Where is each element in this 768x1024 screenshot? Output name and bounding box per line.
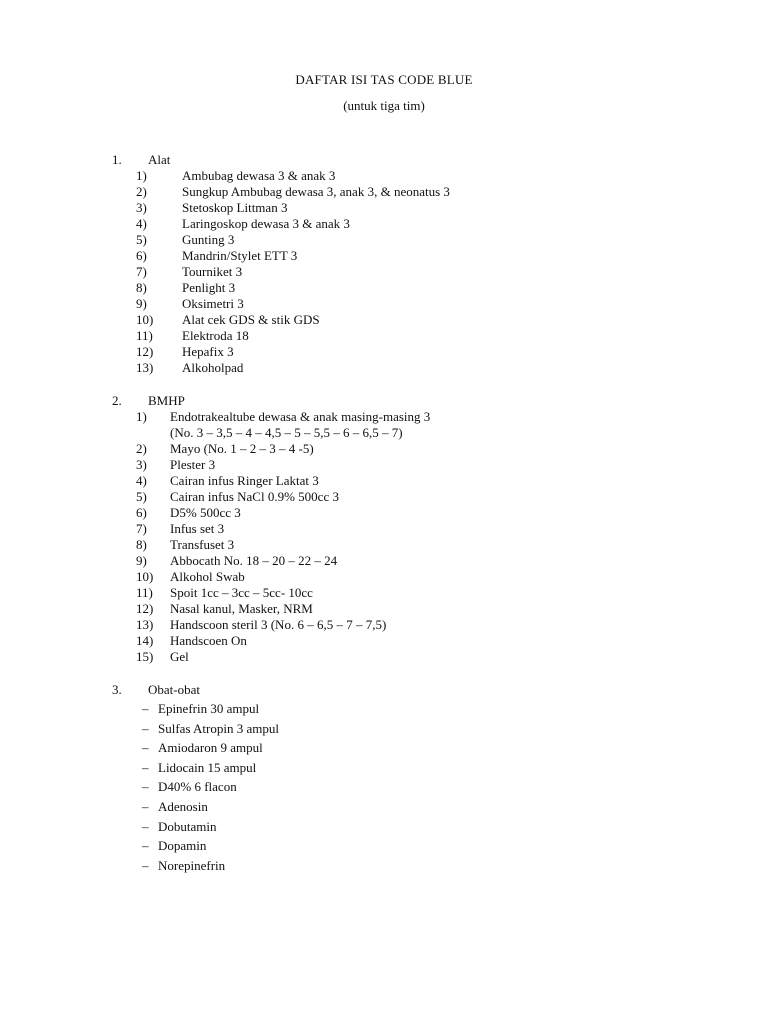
item-text: Sungkup Ambubag dewasa 3, anak 3, & neonatus 3 <box>182 184 450 199</box>
item-number: 3) <box>136 457 147 472</box>
list-item <box>112 856 672 876</box>
list-item <box>112 441 672 457</box>
item-text: Amiodaron 9 ampul <box>158 740 263 756</box>
item-number: 13) <box>136 360 154 375</box>
item-number: 6) <box>136 505 147 520</box>
list-item <box>112 184 672 200</box>
list-item <box>112 296 672 312</box>
item-text: Mandrin/Stylet ETT 3 <box>182 248 298 263</box>
list-item <box>112 758 672 778</box>
item-number: 14) <box>136 633 154 648</box>
item-number: 6) <box>136 248 147 263</box>
item-number: 10) <box>136 312 154 327</box>
bullet-dash: – <box>142 759 149 775</box>
item-text: Sulfas Atropin 3 ampul <box>158 720 279 736</box>
list-item <box>112 409 672 425</box>
item-text: Endotrakealtube dewasa & anak masing-masing 3 <box>170 409 431 424</box>
list-item <box>112 817 672 837</box>
item-text: Ambubag dewasa 3 & anak 3 <box>182 168 336 183</box>
list-item <box>112 248 672 264</box>
list-item <box>112 489 672 505</box>
list-item <box>112 328 672 344</box>
item-text: Stetoskop Littman 3 <box>182 200 288 215</box>
item-text: Cairan infus Ringer Laktat 3 <box>170 473 319 488</box>
item-text: Alkohol Swab <box>170 569 245 584</box>
document-title: DAFTAR ISI TAS CODE BLUE <box>295 72 473 87</box>
item-text: Alkoholpad <box>182 360 244 375</box>
item-subtext: (No. 3 – 3,5 – 4 – 4,5 – 5 – 5,5 – 6 – 6,5 – 7) <box>170 425 403 440</box>
item-text: D40% 6 flacon <box>158 779 237 795</box>
section-obat <box>112 682 672 875</box>
item-text: Transfuset 3 <box>170 537 235 552</box>
section-bmhp <box>112 393 672 665</box>
bullet-dash: – <box>142 857 149 873</box>
item-text: Mayo (No. 1 – 2 – 3 – 4 -5) <box>170 441 314 456</box>
section-title: Alat <box>148 152 171 167</box>
section-heading <box>112 682 672 698</box>
item-text: Spoit 1cc – 3cc – 5cc- 10cc <box>170 585 313 600</box>
item-number: 3) <box>136 200 147 215</box>
list-item <box>112 553 672 569</box>
item-text: Alat cek GDS & stik GDS <box>182 312 320 327</box>
item-number: 1) <box>136 168 147 183</box>
list-item <box>112 168 672 184</box>
list-item <box>112 777 672 797</box>
alat-list <box>112 168 672 376</box>
item-text: Penlight 3 <box>182 280 236 295</box>
item-text: Nasal kanul, Masker, NRM <box>170 601 313 616</box>
item-text: D5% 500cc 3 <box>170 505 241 520</box>
list-item <box>112 569 672 585</box>
section-alat <box>112 152 672 376</box>
section-title: BMHP <box>148 393 185 408</box>
bullet-dash: – <box>142 798 149 814</box>
item-number: 9) <box>136 296 147 311</box>
list-item <box>112 633 672 649</box>
list-item <box>112 505 672 521</box>
bullet-dash: – <box>142 701 149 716</box>
item-number: 7) <box>136 264 147 279</box>
item-text: Dopamin <box>158 838 207 854</box>
obat-list <box>112 699 672 875</box>
section-heading <box>112 152 672 168</box>
section-number: 1. <box>112 152 122 167</box>
list-item <box>112 312 672 328</box>
item-number: 12) <box>136 344 154 359</box>
list-item <box>112 601 672 617</box>
item-number: 2) <box>136 441 147 456</box>
item-text: Dobutamin <box>158 818 217 834</box>
bullet-dash: – <box>142 779 149 795</box>
list-item <box>112 738 672 758</box>
list-item <box>112 200 672 216</box>
bullet-dash: – <box>142 818 149 834</box>
item-text: Elektroda 18 <box>182 328 249 343</box>
item-text: Epinefrin 30 ampul <box>158 701 260 716</box>
bullet-dash: – <box>142 720 149 736</box>
item-number: 5) <box>136 489 147 504</box>
item-text: Abbocath No. 18 – 20 – 22 – 24 <box>170 553 338 568</box>
item-number: 9) <box>136 553 147 568</box>
item-text: Laringoskop dewasa 3 & anak 3 <box>182 216 350 231</box>
item-text: Oksimetri 3 <box>182 296 244 311</box>
list-item <box>112 699 672 719</box>
item-number: 13) <box>136 617 154 632</box>
item-text: Hepafix 3 <box>182 344 234 359</box>
section-title: Obat-obat <box>148 682 200 697</box>
section-number: 2. <box>112 393 122 408</box>
list-item <box>112 585 672 601</box>
item-number: 8) <box>136 280 147 295</box>
item-text: Infus set 3 <box>170 521 225 536</box>
item-number: 11) <box>136 328 153 343</box>
list-item <box>112 797 672 817</box>
item-number: 7) <box>136 521 147 536</box>
item-number: 8) <box>136 537 147 552</box>
item-text: Tourniket 3 <box>182 264 243 279</box>
document-subtitle: (untuk tiga tim) <box>343 98 425 113</box>
item-text: Gunting 3 <box>182 232 235 247</box>
bullet-dash: – <box>142 740 149 756</box>
item-number: 4) <box>136 473 147 488</box>
item-number: 4) <box>136 216 147 231</box>
section-number: 3. <box>112 682 122 697</box>
section-heading <box>112 393 672 409</box>
list-item <box>112 344 672 360</box>
item-text: Gel <box>170 649 189 664</box>
bullet-dash: – <box>142 838 149 854</box>
item-text: Lidocain 15 ampul <box>158 759 257 775</box>
list-item <box>112 521 672 537</box>
list-item <box>112 836 672 856</box>
item-number: 15) <box>136 649 154 664</box>
list-item <box>112 617 672 633</box>
item-number: 12) <box>136 601 154 616</box>
list-item <box>112 216 672 232</box>
list-item <box>112 457 672 473</box>
item-text: Plester 3 <box>170 457 216 472</box>
item-text: Norepinefrin <box>158 857 226 873</box>
item-number: 10) <box>136 569 154 584</box>
list-item <box>112 264 672 280</box>
item-text: Handscoon steril 3 (No. 6 – 6,5 – 7 – 7,5) <box>170 617 387 632</box>
list-item <box>112 280 672 296</box>
item-text: Handscoen On <box>170 633 247 648</box>
item-number: 2) <box>136 184 147 199</box>
item-number: 1) <box>136 409 147 424</box>
item-number: 5) <box>136 232 147 247</box>
list-item <box>112 360 672 376</box>
list-item <box>112 473 672 489</box>
list-item <box>112 719 672 739</box>
list-item <box>112 232 672 248</box>
list-item <box>112 649 672 665</box>
bmhp-list <box>112 409 672 665</box>
item-number: 11) <box>136 585 153 600</box>
item-text: Adenosin <box>158 798 208 814</box>
item-text: Cairan infus NaCl 0.9% 500cc 3 <box>170 489 339 504</box>
list-item <box>112 537 672 553</box>
